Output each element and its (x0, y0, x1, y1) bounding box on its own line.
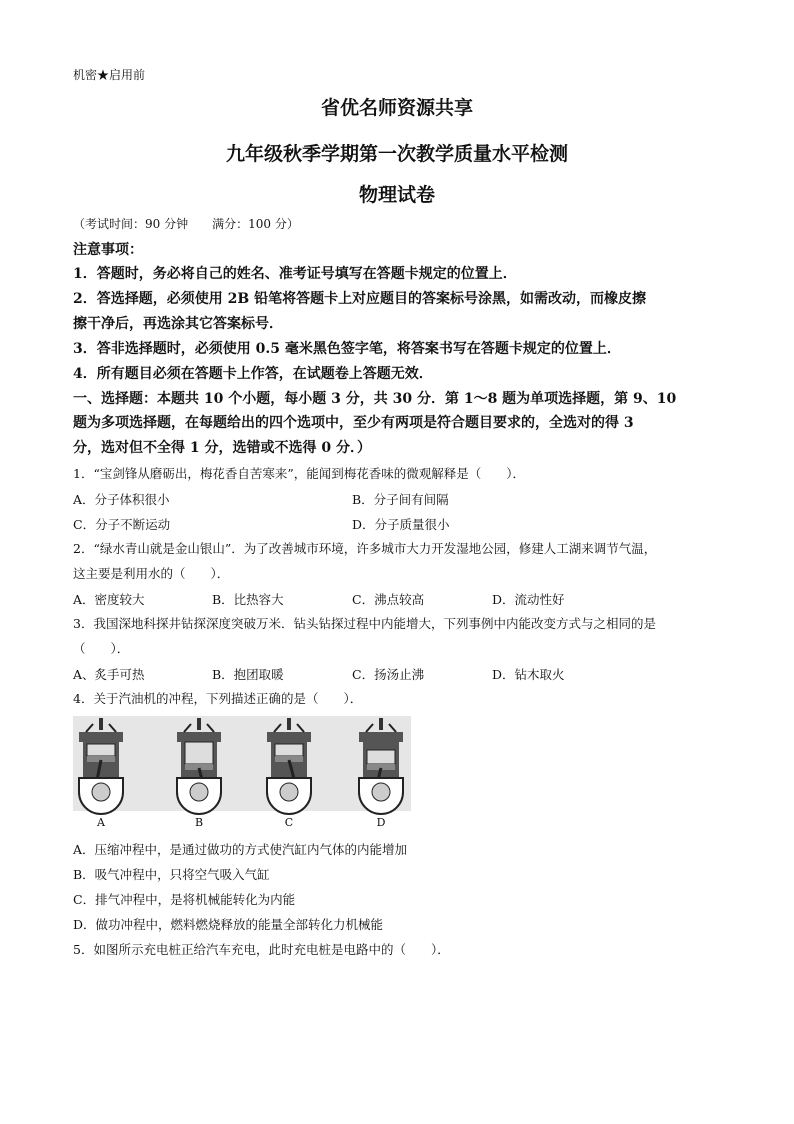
confidential-mark: 机密★启用前 (73, 68, 146, 82)
title-exam: 九年级秋季学期第一次教学质量水平检测 (225, 143, 568, 165)
figure-label-b: B (194, 816, 204, 829)
engine-c (267, 718, 311, 814)
full-score: 满分：100 分） (212, 217, 299, 231)
q1-option-a: A．分子体积很小 (73, 492, 170, 507)
q4-option-a: A．压缩冲程中，是通过做功的方式使汽缸内气体的内能增加 (73, 842, 408, 857)
note-3: 3．答非选择题时，必须使用 0.5 毫米黑色签字笔，将答案书写在答题卡规定的位置上． (73, 341, 621, 357)
engine-a (79, 718, 123, 814)
note-1: 1．答题时，务必将自己的姓名、准考证号填写在答题卡规定的位置上． (73, 266, 517, 282)
q3-stem-line-1: 3．我国深地科探井钻探深度突破万米．钻头钻探过程中内能增大，下列事例中内能改变方式与之相同的是 (73, 616, 656, 631)
note-2-line-1: 2．答选择题，必须使用 2B 铅笔将答题卡上对应题目的答案标号涂黑，如需改动，而橡皮擦 (73, 291, 647, 307)
title-source: 省优名师资源共享 (320, 97, 473, 119)
q4-option-b: B．吸气冲程中，只将空气吸入气缸 (73, 867, 270, 882)
q1-option-b: B．分子间有间隔 (352, 492, 449, 507)
q3-option-c: C．扬汤止沸 (352, 667, 425, 682)
q3-option-d: D．钻木取火 (492, 667, 565, 682)
q2-option-b: B．比热容大 (212, 592, 284, 607)
figure-label-c: C (284, 816, 294, 829)
q2-option-d: D．流动性好 (492, 592, 565, 607)
note-4: 4．所有题目必须在答题卡上作答，在试题卷上答题无效． (73, 366, 433, 382)
q2-option-c: C．沸点较高 (352, 592, 425, 607)
section1-line-2: 题为多项选择题，在每题给出的四个选项中，至少有两项是符合题目要求的，全选对的得 3 (73, 415, 634, 431)
q3-stem-line-2: （ ）． (73, 641, 130, 656)
q2-option-a: A．密度较大 (73, 592, 145, 607)
engine-b (177, 718, 221, 814)
q4-stem: 4．关于汽油机的冲程，下列描述正确的是（ ）． (73, 691, 363, 706)
q1-option-d: D．分子质量很小 (352, 517, 450, 532)
q1-stem: 1．“宝剑锋从磨砺出，梅花香自苦寒来”，能闻到梅花香味的微观解释是（ ）． (73, 466, 525, 481)
section1-line-1: 一、选择题：本题共 10 个小题，每小题 3 分，共 30 分．第 1～8 题为单项选择题，第 9、10 (73, 391, 677, 407)
q3-option-b: B．抱团取暖 (212, 667, 284, 682)
note-2-line-2: 擦干净后，再选涂其它答案标号． (73, 316, 283, 332)
q2-stem-line-2: 这主要是利用水的（ ）． (73, 566, 230, 581)
engine-d (359, 718, 403, 814)
q4-option-c: C．排气冲程中，是将机械能转化为内能 (73, 892, 296, 907)
exam-info (73, 215, 323, 232)
q4-option-d: D．做功冲程中，燃料燃烧释放的能量全部转化力机械能 (73, 917, 384, 932)
figure-label-a: A (97, 816, 105, 829)
section1-line-3: 分，选对但不全得 1 分，选错或不选得 0 分．） (73, 440, 371, 456)
notes-heading: 注意事项： (73, 242, 143, 258)
q5-stem: 5．如图所示充电桩正给汽车充电，此时充电桩是电路中的（ ）． (73, 942, 450, 957)
exam-time: （考试时间：90 分钟 (73, 217, 189, 231)
engine-strokes-figure (73, 716, 411, 832)
q2-stem-line-1: 2．“绿水青山就是金山银山”．为了改善城市环境，许多城市大力开发湿地公园，修建人工湖来调节气温， (73, 541, 657, 556)
figure-label-d: D (376, 816, 386, 829)
q1-option-c: C．分子不断运动 (73, 517, 171, 532)
title-subject: 物理试卷 (358, 184, 435, 206)
q3-option-a: A、炙手可热 (73, 667, 145, 682)
